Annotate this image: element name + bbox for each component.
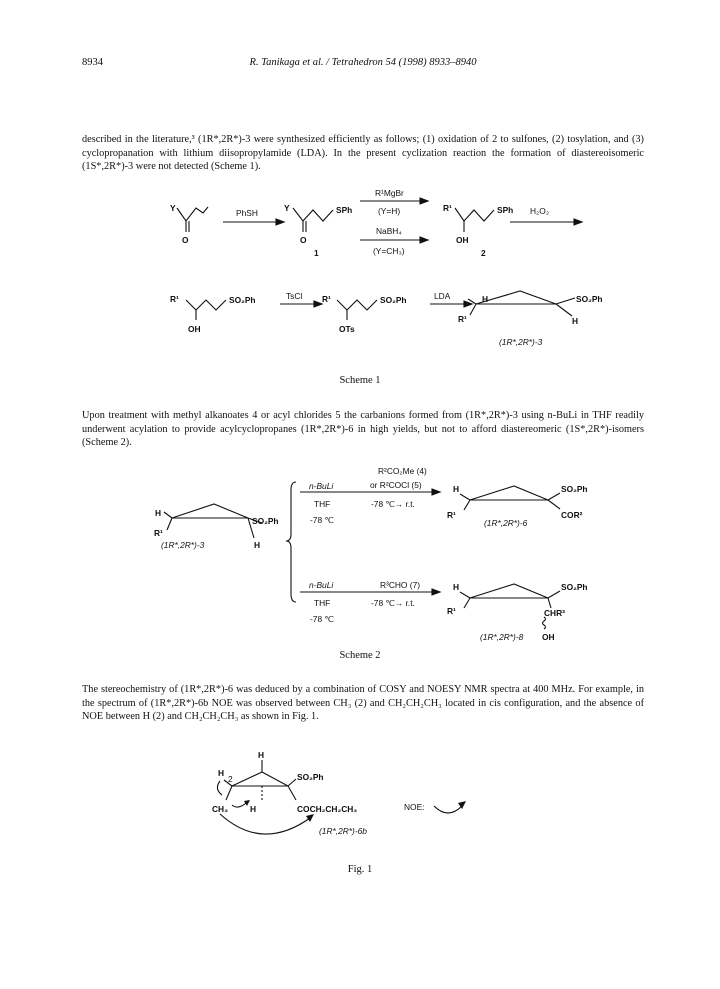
- solvent-label: THF: [314, 598, 331, 608]
- cyclopropane-6-ring: [470, 486, 548, 500]
- label-chr3: CHR³: [544, 608, 565, 618]
- label-compound-1: 1: [314, 248, 319, 258]
- page-number: 8934: [82, 57, 103, 68]
- temperature-label: -78 ℃: [310, 614, 334, 624]
- label-so2ph: SO₂Ph: [561, 582, 588, 592]
- hydroxysulfone-skeleton: [186, 300, 226, 310]
- fig1-compound-label: (1R*,2R*)-6b: [319, 826, 367, 836]
- label-oh: OH: [188, 324, 201, 334]
- label-so2ph: SO₂Ph: [576, 294, 603, 304]
- base-label: n-BuLi: [309, 481, 334, 491]
- start-compound-label: (1R*,2R*)-3: [161, 540, 205, 550]
- product-3-label: (1R*,2R*)-3: [499, 337, 543, 347]
- fig1-cyclopropane-ring: [232, 772, 288, 786]
- reagent-h2o2: H₂O₂: [530, 206, 550, 216]
- reagent-phsh: PhSH: [236, 208, 258, 218]
- scheme-2-caption: Scheme 2: [339, 650, 381, 661]
- label-oh: OH: [542, 632, 555, 642]
- temperature-label: -78 ℃: [310, 515, 334, 525]
- scheme-1-caption: Scheme 1: [339, 375, 381, 386]
- label-r1: R¹: [458, 314, 467, 324]
- cyclopropane-8-ring: [470, 584, 548, 598]
- label-so2ph: SO₂Ph: [380, 295, 407, 305]
- label-y: Y: [284, 203, 290, 213]
- condition-y-h: (Y=H): [378, 206, 401, 216]
- label-so2ph: SO₂Ph: [561, 484, 588, 494]
- label-h: H: [250, 804, 257, 814]
- figure-1-caption: Fig. 1: [347, 864, 373, 875]
- base-label: n-BuLi: [309, 580, 334, 590]
- noe-arrow-small: [217, 781, 222, 795]
- label-h: H: [155, 508, 162, 518]
- label-o: O: [182, 235, 189, 245]
- label-h: H: [258, 750, 265, 760]
- noe-arrow-large: [220, 814, 310, 834]
- cyclopropane-3-ring: [476, 291, 556, 304]
- conditions-label: -78 ℃→ r.t.: [371, 499, 415, 509]
- label-compound-2: 2: [481, 248, 486, 258]
- label-sph: SPh: [336, 205, 353, 215]
- label-cor2: COR²: [561, 510, 583, 520]
- solvent-label: THF: [314, 499, 331, 509]
- paragraph-acylation: Upon treatment with methyl alkanoates 4 or acyl chlorides 5 the carbanions formed from (1R*,2R*)-3 using n-BuLi in THF readily underwent acylation to provide acylcyclopropanes (1R*,2R*)-6 in high yields, but not to afford diastereomeric (1S*,2R*)-isomers (Scheme 2).: [82, 410, 644, 449]
- condition-y-ch3: (Y=CH₃): [373, 246, 405, 256]
- paragraph-stereochemistry: The stereochemistry of (1R*,2R*)-6 was deduced by a combination of COSY and NOESY NMR spectra at 400 MHz. For example, in the spectrum of (1R*,2R*)-6b NOE was observed between CH₃ (2) and CH₂CH₂CH₃ located in cis configuration, and the absence of NOE between H (2) and CH₂CH₂CH₃ as shown in Fig. 1.: [82, 684, 644, 723]
- label-h: H: [482, 294, 489, 304]
- label-ots: OTs: [339, 324, 355, 334]
- label-o: O: [300, 235, 307, 245]
- label-h: H: [572, 316, 579, 326]
- label-acyl: COCH₂CH₂CH₃: [297, 804, 358, 814]
- label-sph: SPh: [497, 205, 514, 215]
- product-6-label: (1R*,2R*)-6: [484, 518, 528, 528]
- reagent-tscl: TsCl: [286, 291, 303, 301]
- wavy-bond: [543, 617, 546, 629]
- label-r1: R¹: [443, 203, 452, 213]
- reagent-chloride: or R²COCl (5): [370, 480, 422, 490]
- noe-legend-arrow: [434, 806, 462, 813]
- reagent-lda: LDA: [434, 291, 451, 301]
- label-h: H: [254, 540, 261, 550]
- reagent-nabh4: NaBH₄: [376, 226, 402, 236]
- label-so2ph: SO₂Ph: [252, 516, 279, 526]
- noe-arrow-h: [232, 803, 246, 807]
- label-r1: R¹: [154, 528, 163, 538]
- label-oh: OH: [456, 235, 469, 245]
- cyclopropane-start-ring: [172, 504, 248, 518]
- label-r1: R¹: [170, 294, 179, 304]
- label-r1: R¹: [447, 510, 456, 520]
- label-r1: R¹: [322, 294, 331, 304]
- tosylate-skeleton: [337, 300, 377, 310]
- label-h: H: [453, 582, 460, 592]
- running-title: R. Tanikaga et al. / Tetrahedron 54 (1998) 8933–8940: [249, 57, 477, 68]
- reagent-grignard: R¹MgBr: [375, 188, 404, 198]
- running-header: [82, 57, 644, 73]
- compound-1-skeleton: [293, 208, 333, 221]
- paragraph-intro: described in the literature,³ (1R*,2R*)-3 were synthesized efficiently as follows; (1) oxidation of 2 to sulfones, (2) tosylation, and (3) cyclopropanation with lithium diisopropylamide (LDA). In the present cyclization reaction the formation of diastereoisomeric (1S*,2R*)-3 were not detected (Scheme 1).: [82, 134, 644, 173]
- label-y: Y: [170, 203, 176, 213]
- reagent-aldehyde: R³CHO (7): [380, 580, 421, 590]
- label-r1: R¹: [447, 606, 456, 616]
- label-ch3: CH₃: [212, 804, 228, 814]
- noe-legend-label: NOE:: [404, 802, 425, 812]
- compound-2-skeleton: [455, 208, 494, 221]
- reagent-ester: R²CO₂Me (4): [378, 466, 427, 476]
- label-so2ph: SO₂Ph: [297, 772, 324, 782]
- product-8-label: (1R*,2R*)-8: [480, 632, 524, 642]
- label-h: H: [218, 768, 225, 778]
- label-h: H: [453, 484, 460, 494]
- label-so2ph: SO₂Ph: [229, 295, 256, 305]
- conditions-label: -78 ℃→ r.t.: [371, 598, 415, 608]
- enone-skeleton: [177, 207, 208, 221]
- branch-brace: [286, 482, 296, 602]
- label-locant: 2: [228, 774, 233, 784]
